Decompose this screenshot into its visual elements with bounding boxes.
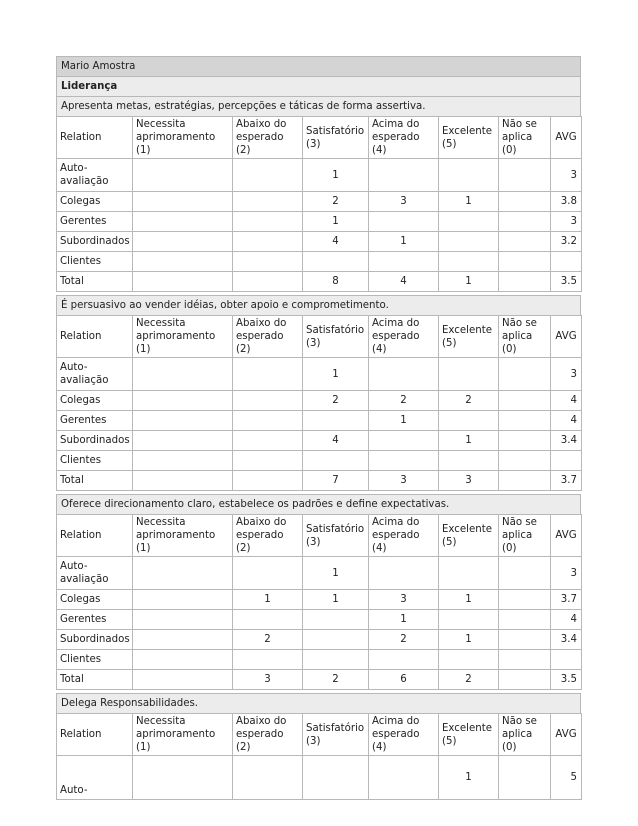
column-header: Abaixo do esperado (2) — [233, 316, 303, 358]
count-cell — [233, 232, 303, 252]
table-row — [57, 557, 582, 590]
count-cell: 2 — [369, 630, 439, 650]
relation-label: Gerentes — [57, 411, 133, 431]
count-cell — [133, 590, 233, 610]
count-cell — [133, 451, 233, 471]
count-cell — [499, 610, 551, 630]
count-cell — [499, 192, 551, 212]
count-cell: 8 — [303, 272, 369, 292]
relation-label: Total — [57, 272, 133, 292]
table-row — [57, 431, 582, 451]
avg-value: 3.2 — [551, 232, 582, 252]
table-row — [57, 756, 582, 800]
count-cell — [369, 212, 439, 232]
count-cell: 1 — [233, 590, 303, 610]
avg-value — [551, 252, 582, 272]
count-cell: 2 — [303, 192, 369, 212]
table-header-row — [57, 316, 582, 358]
count-cell: 1 — [369, 232, 439, 252]
column-header: Satisfatório (3) — [303, 714, 369, 756]
count-cell: 1 — [439, 272, 499, 292]
count-cell — [303, 252, 369, 272]
count-cell — [439, 358, 499, 391]
table-row — [57, 610, 582, 630]
count-cell: 6 — [369, 670, 439, 690]
count-cell — [499, 670, 551, 690]
table-row — [57, 590, 582, 610]
count-cell — [133, 358, 233, 391]
count-cell: 1 — [439, 630, 499, 650]
count-cell: 2 — [233, 630, 303, 650]
table-row — [57, 630, 582, 650]
count-cell — [499, 650, 551, 670]
count-cell: 1 — [303, 557, 369, 590]
column-header: Acima do esperado (4) — [369, 316, 439, 358]
relation-label: Auto- — [57, 756, 133, 800]
count-cell — [499, 471, 551, 491]
relation-label: Colegas — [57, 391, 133, 411]
count-cell — [233, 252, 303, 272]
avg-value — [551, 451, 582, 471]
count-cell — [303, 411, 369, 431]
count-cell — [233, 650, 303, 670]
count-cell — [499, 212, 551, 232]
count-cell — [133, 471, 233, 491]
column-header: Satisfatório (3) — [303, 316, 369, 358]
column-header: Relation — [57, 714, 133, 756]
count-cell — [369, 557, 439, 590]
column-header: Não se aplica (0) — [499, 316, 551, 358]
avg-value: 3 — [551, 557, 582, 590]
count-cell: 1 — [369, 411, 439, 431]
relation-label: Gerentes — [57, 610, 133, 630]
count-cell — [233, 471, 303, 491]
table-row — [57, 650, 582, 670]
relation-label: Colegas — [57, 192, 133, 212]
count-cell — [233, 756, 303, 800]
count-cell — [233, 451, 303, 471]
count-cell — [499, 451, 551, 471]
category-title: Liderança — [56, 76, 581, 96]
table-row — [57, 391, 582, 411]
relation-label: Auto-avaliação — [57, 159, 133, 192]
count-cell — [439, 650, 499, 670]
avg-value: 4 — [551, 610, 582, 630]
count-cell — [233, 411, 303, 431]
count-cell: 1 — [439, 590, 499, 610]
column-header: Não se aplica (0) — [499, 515, 551, 557]
avg-value: 3 — [551, 358, 582, 391]
report-sheet — [56, 56, 581, 800]
column-header: Excelente (5) — [439, 316, 499, 358]
avg-value: 3.7 — [551, 471, 582, 491]
count-cell — [369, 159, 439, 192]
rating-table — [56, 116, 582, 292]
relation-label: Subordinados — [57, 232, 133, 252]
relation-label: Clientes — [57, 252, 133, 272]
count-cell — [233, 212, 303, 232]
column-header: Excelente (5) — [439, 515, 499, 557]
count-cell — [439, 451, 499, 471]
column-header: Relation — [57, 316, 133, 358]
relation-label: Auto-avaliação — [57, 557, 133, 590]
count-cell — [369, 451, 439, 471]
relation-label: Colegas — [57, 590, 133, 610]
column-header: Necessita aprimoramento (1) — [133, 714, 233, 756]
count-cell — [439, 610, 499, 630]
table-row — [57, 471, 582, 491]
count-cell: 7 — [303, 471, 369, 491]
count-cell: 2 — [369, 391, 439, 411]
count-cell: 4 — [369, 272, 439, 292]
question-text: Delega Responsabilidades. — [56, 693, 581, 713]
table-row — [57, 670, 582, 690]
count-cell: 1 — [369, 610, 439, 630]
count-cell: 2 — [303, 391, 369, 411]
count-cell — [133, 756, 233, 800]
count-cell — [439, 212, 499, 232]
count-cell — [369, 650, 439, 670]
column-header: Excelente (5) — [439, 117, 499, 159]
avg-value: 3 — [551, 212, 582, 232]
relation-label: Gerentes — [57, 212, 133, 232]
count-cell: 1 — [303, 159, 369, 192]
relation-label: Subordinados — [57, 431, 133, 451]
column-header: Abaixo do esperado (2) — [233, 515, 303, 557]
count-cell — [133, 431, 233, 451]
count-cell — [303, 756, 369, 800]
count-cell: 3 — [369, 192, 439, 212]
table-row — [57, 159, 582, 192]
count-cell — [499, 411, 551, 431]
table-row — [57, 451, 582, 471]
rating-table — [56, 315, 582, 491]
count-cell — [133, 650, 233, 670]
count-cell — [303, 630, 369, 650]
count-cell — [499, 272, 551, 292]
count-cell — [233, 391, 303, 411]
count-cell: 2 — [439, 391, 499, 411]
avg-value: 3.8 — [551, 192, 582, 212]
avg-value — [551, 650, 582, 670]
count-cell — [233, 358, 303, 391]
count-cell — [233, 557, 303, 590]
avg-value: 3.4 — [551, 630, 582, 650]
relation-label: Clientes — [57, 650, 133, 670]
count-cell — [133, 272, 233, 292]
table-header-row — [57, 515, 582, 557]
count-cell — [499, 159, 551, 192]
column-header: AVG — [551, 316, 582, 358]
count-cell: 1 — [303, 590, 369, 610]
avg-value: 5 — [551, 756, 582, 800]
column-header: Abaixo do esperado (2) — [233, 714, 303, 756]
relation-label: Total — [57, 670, 133, 690]
count-cell — [133, 192, 233, 212]
count-cell — [233, 159, 303, 192]
count-cell: 1 — [303, 212, 369, 232]
column-header: Abaixo do esperado (2) — [233, 117, 303, 159]
count-cell — [439, 252, 499, 272]
avg-value: 3.7 — [551, 590, 582, 610]
table-row — [57, 358, 582, 391]
relation-label: Clientes — [57, 451, 133, 471]
table-row — [57, 232, 582, 252]
column-header: Acima do esperado (4) — [369, 515, 439, 557]
count-cell — [133, 670, 233, 690]
column-header: Necessita aprimoramento (1) — [133, 515, 233, 557]
count-cell: 1 — [439, 192, 499, 212]
count-cell — [133, 212, 233, 232]
person-name: Mario Amostra — [56, 56, 581, 76]
count-cell — [233, 192, 303, 212]
count-cell — [133, 391, 233, 411]
column-header: Relation — [57, 117, 133, 159]
question-text: Apresenta metas, estratégias, percepções e táticas de forma assertiva. — [56, 96, 581, 116]
count-cell: 3 — [369, 590, 439, 610]
count-cell — [499, 630, 551, 650]
count-cell — [233, 272, 303, 292]
table-row — [57, 212, 582, 232]
count-cell: 2 — [439, 670, 499, 690]
count-cell — [369, 252, 439, 272]
count-cell — [133, 252, 233, 272]
count-cell — [439, 232, 499, 252]
question-text: É persuasivo ao vender idéias, obter apoio e comprometimento. — [56, 295, 581, 315]
count-cell — [369, 756, 439, 800]
count-cell — [133, 159, 233, 192]
column-header: Não se aplica (0) — [499, 117, 551, 159]
count-cell — [303, 451, 369, 471]
count-cell — [133, 232, 233, 252]
count-cell — [233, 431, 303, 451]
rating-table — [56, 713, 582, 800]
count-cell — [499, 590, 551, 610]
count-cell — [499, 431, 551, 451]
table-header-row — [57, 714, 582, 756]
count-cell — [439, 411, 499, 431]
count-cell — [233, 610, 303, 630]
question-text: Oferece direcionamento claro, estabelece os padrões e define expectativas. — [56, 494, 581, 514]
table-header-row — [57, 117, 582, 159]
count-cell: 3 — [439, 471, 499, 491]
relation-label: Subordinados — [57, 630, 133, 650]
column-header: AVG — [551, 515, 582, 557]
relation-label: Total — [57, 471, 133, 491]
column-header: Excelente (5) — [439, 714, 499, 756]
column-header: Satisfatório (3) — [303, 515, 369, 557]
table-row — [57, 192, 582, 212]
count-cell: 2 — [303, 670, 369, 690]
table-row — [57, 411, 582, 431]
avg-value: 4 — [551, 391, 582, 411]
relation-label: Auto-avaliação — [57, 358, 133, 391]
count-cell — [133, 557, 233, 590]
column-header: AVG — [551, 714, 582, 756]
count-cell — [303, 610, 369, 630]
column-header: Acima do esperado (4) — [369, 117, 439, 159]
count-cell — [133, 411, 233, 431]
table-row — [57, 272, 582, 292]
count-cell — [499, 391, 551, 411]
count-cell — [133, 630, 233, 650]
count-cell — [303, 650, 369, 670]
count-cell — [439, 557, 499, 590]
count-cell: 4 — [303, 232, 369, 252]
avg-value: 3.5 — [551, 272, 582, 292]
count-cell — [499, 557, 551, 590]
count-cell — [499, 252, 551, 272]
count-cell: 1 — [439, 756, 499, 800]
count-cell — [439, 159, 499, 192]
column-header: Necessita aprimoramento (1) — [133, 316, 233, 358]
count-cell — [499, 232, 551, 252]
column-header: Não se aplica (0) — [499, 714, 551, 756]
avg-value: 3.5 — [551, 670, 582, 690]
count-cell: 4 — [303, 431, 369, 451]
table-row — [57, 252, 582, 272]
count-cell — [369, 431, 439, 451]
count-cell — [133, 610, 233, 630]
rating-table — [56, 514, 582, 690]
column-header: Acima do esperado (4) — [369, 714, 439, 756]
avg-value: 3 — [551, 159, 582, 192]
column-header: AVG — [551, 117, 582, 159]
column-header: Necessita aprimoramento (1) — [133, 117, 233, 159]
column-header: Satisfatório (3) — [303, 117, 369, 159]
count-cell: 3 — [233, 670, 303, 690]
column-header: Relation — [57, 515, 133, 557]
avg-value: 3.4 — [551, 431, 582, 451]
count-cell — [499, 358, 551, 391]
count-cell: 1 — [303, 358, 369, 391]
count-cell — [369, 358, 439, 391]
count-cell: 3 — [369, 471, 439, 491]
count-cell — [499, 756, 551, 800]
avg-value: 4 — [551, 411, 582, 431]
count-cell: 1 — [439, 431, 499, 451]
question-blocks — [56, 96, 581, 800]
